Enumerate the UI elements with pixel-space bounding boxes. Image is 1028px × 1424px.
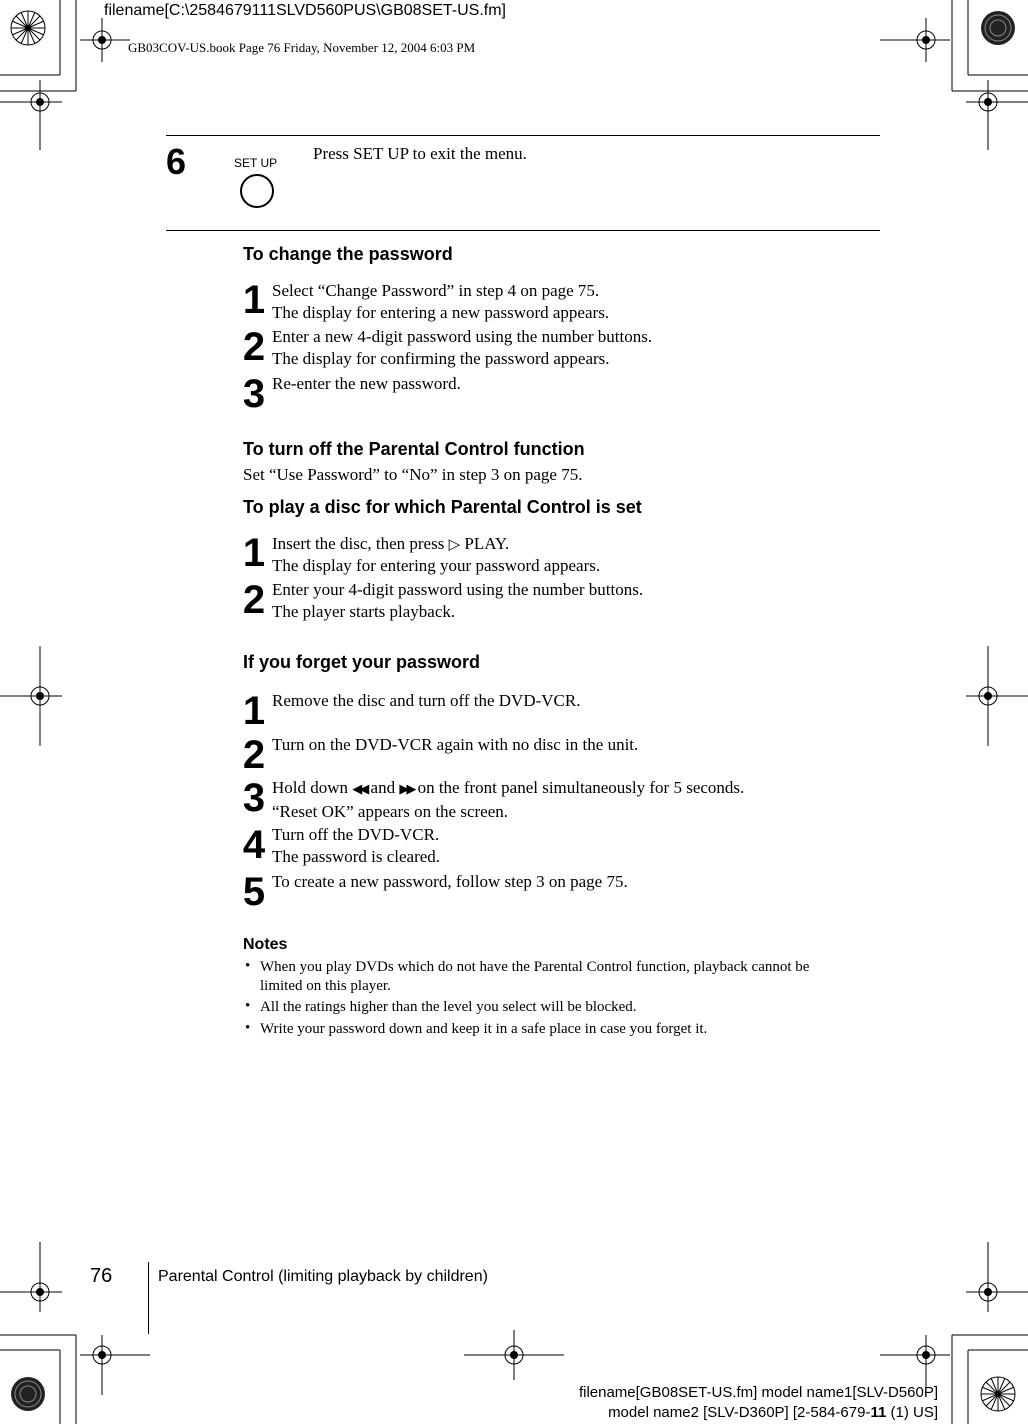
rewind-icon: ◀◀ — [352, 782, 367, 797]
forget-step-3-line2: “Reset OK” appears on the screen. — [272, 802, 509, 821]
footer-section-title: Parental Control (limiting playback by children) — [158, 1268, 488, 1285]
note-3-bullet: • — [245, 1020, 251, 1036]
change-step-2-text — [272, 326, 652, 370]
note-1-line1: When you play DVDs which do not have the Parental Control function, playback cannot be — [260, 959, 810, 975]
forget-step-3-number: 3 — [242, 776, 266, 820]
change-step-3-text: Re-enter the new password. — [272, 374, 461, 393]
forget-step-5-text: To create a new password, follow step 3 on page 75. — [272, 872, 628, 891]
forget-step-2-text: Turn on the DVD-VCR again with no disc in the unit. — [272, 735, 639, 754]
play-disc-heading: To play a disc for which Parental Control is set — [243, 497, 642, 517]
change-step-1-number: 1 — [242, 278, 266, 322]
change-step-2-line1: Enter a new 4-digit password using the number buttons. — [272, 327, 653, 346]
note-2-bullet: • — [245, 998, 251, 1014]
turn-off-heading: To turn off the Parental Control function — [243, 439, 585, 459]
play-step-1-number: 1 — [242, 531, 266, 575]
play-step-2-line1: Enter your 4-digit password using the number buttons. — [272, 580, 644, 599]
setup-button-label: SET UP — [234, 156, 278, 170]
footer-divider — [148, 1262, 149, 1334]
footer-file-line2-bold: 11 — [870, 1404, 887, 1421]
forget-step-4-line2: The password is cleared. — [272, 847, 441, 866]
forget-step-1-text: Remove the disc and turn off the DVD-VCR. — [272, 691, 581, 710]
play-step-1-text — [272, 533, 600, 577]
top-rule — [166, 135, 880, 136]
play-step-1-line1b: PLAY. — [464, 534, 510, 553]
change-step-2-line2: The display for confirming the password appears. — [272, 349, 610, 368]
setup-button-icon — [240, 174, 274, 208]
forget-step-3-line1a: Hold down — [272, 778, 349, 797]
fast-forward-icon: ▶▶ — [399, 782, 414, 797]
forget-step-4-number: 4 — [242, 823, 266, 867]
footer-file-line1: filename[GB08SET-US.fm] model name1[SLV-D560P] — [578, 1384, 938, 1401]
play-step-2-text — [272, 579, 643, 623]
step-6-text: Press SET UP to exit the menu. — [313, 144, 527, 163]
notes-heading: Notes — [243, 936, 288, 953]
footer-file-info — [579, 1383, 938, 1423]
change-step-2-number: 2 — [242, 325, 266, 369]
change-step-1-line2: The display for entering a new password appears. — [272, 303, 610, 322]
forget-heading: If you forget your password — [243, 652, 481, 672]
forget-step-3-line1b: on the front panel simultaneously for 5 seconds. — [417, 778, 745, 797]
change-password-heading: To change the password — [243, 244, 453, 264]
footer-file-line2 — [579, 1403, 938, 1423]
play-step-1-line2: The display for entering your password appears. — [272, 556, 601, 575]
forget-step-4-line1: Turn off the DVD-VCR. — [272, 825, 440, 844]
forget-step-1-number: 1 — [242, 689, 266, 733]
note-3: Write your password down and keep it in a safe place in case you forget it. — [260, 1021, 708, 1037]
page-number: 76 — [90, 1265, 113, 1287]
forget-step-5-number: 5 — [242, 870, 266, 914]
note-1 — [260, 958, 809, 996]
header-filename: filename[C:\2584679111SLVD560PUS\GB08SET-US.fm] — [104, 2, 506, 19]
play-step-2-line2: The player starts playback. — [272, 602, 456, 621]
note-1-line2: limited on this player. — [260, 978, 391, 994]
footer-file-line2b: (1) US] — [886, 1404, 938, 1421]
step-6-number: 6 — [166, 141, 187, 182]
forget-step-3-and: and — [370, 778, 396, 797]
forget-step-2-number: 2 — [242, 733, 266, 777]
change-step-1-text — [272, 280, 609, 324]
change-step-1-line1: Select “Change Password” in step 4 on page 75. — [272, 281, 600, 300]
forget-step-3-text — [272, 777, 744, 823]
play-icon: ▷ — [448, 535, 461, 553]
play-step-2-number: 2 — [242, 578, 266, 622]
play-step-1-line1a: Insert the disc, then press — [272, 534, 445, 553]
turn-off-text: Set “Use Password” to “No” in step 3 on page 75. — [243, 465, 583, 484]
footer-file-line2a: model name2 [SLV-D360P] [2-584-679- — [608, 1404, 871, 1421]
note-2: All the ratings higher than the level you select will be blocked. — [260, 999, 637, 1015]
header-book-info: GB03COV-US.book Page 76 Friday, November 12, 2004 6:03 PM — [128, 40, 476, 55]
note-1-bullet: • — [245, 958, 251, 974]
change-step-3-number: 3 — [242, 372, 266, 416]
step6-bottom-rule — [166, 230, 880, 231]
forget-step-4-text — [272, 824, 440, 868]
